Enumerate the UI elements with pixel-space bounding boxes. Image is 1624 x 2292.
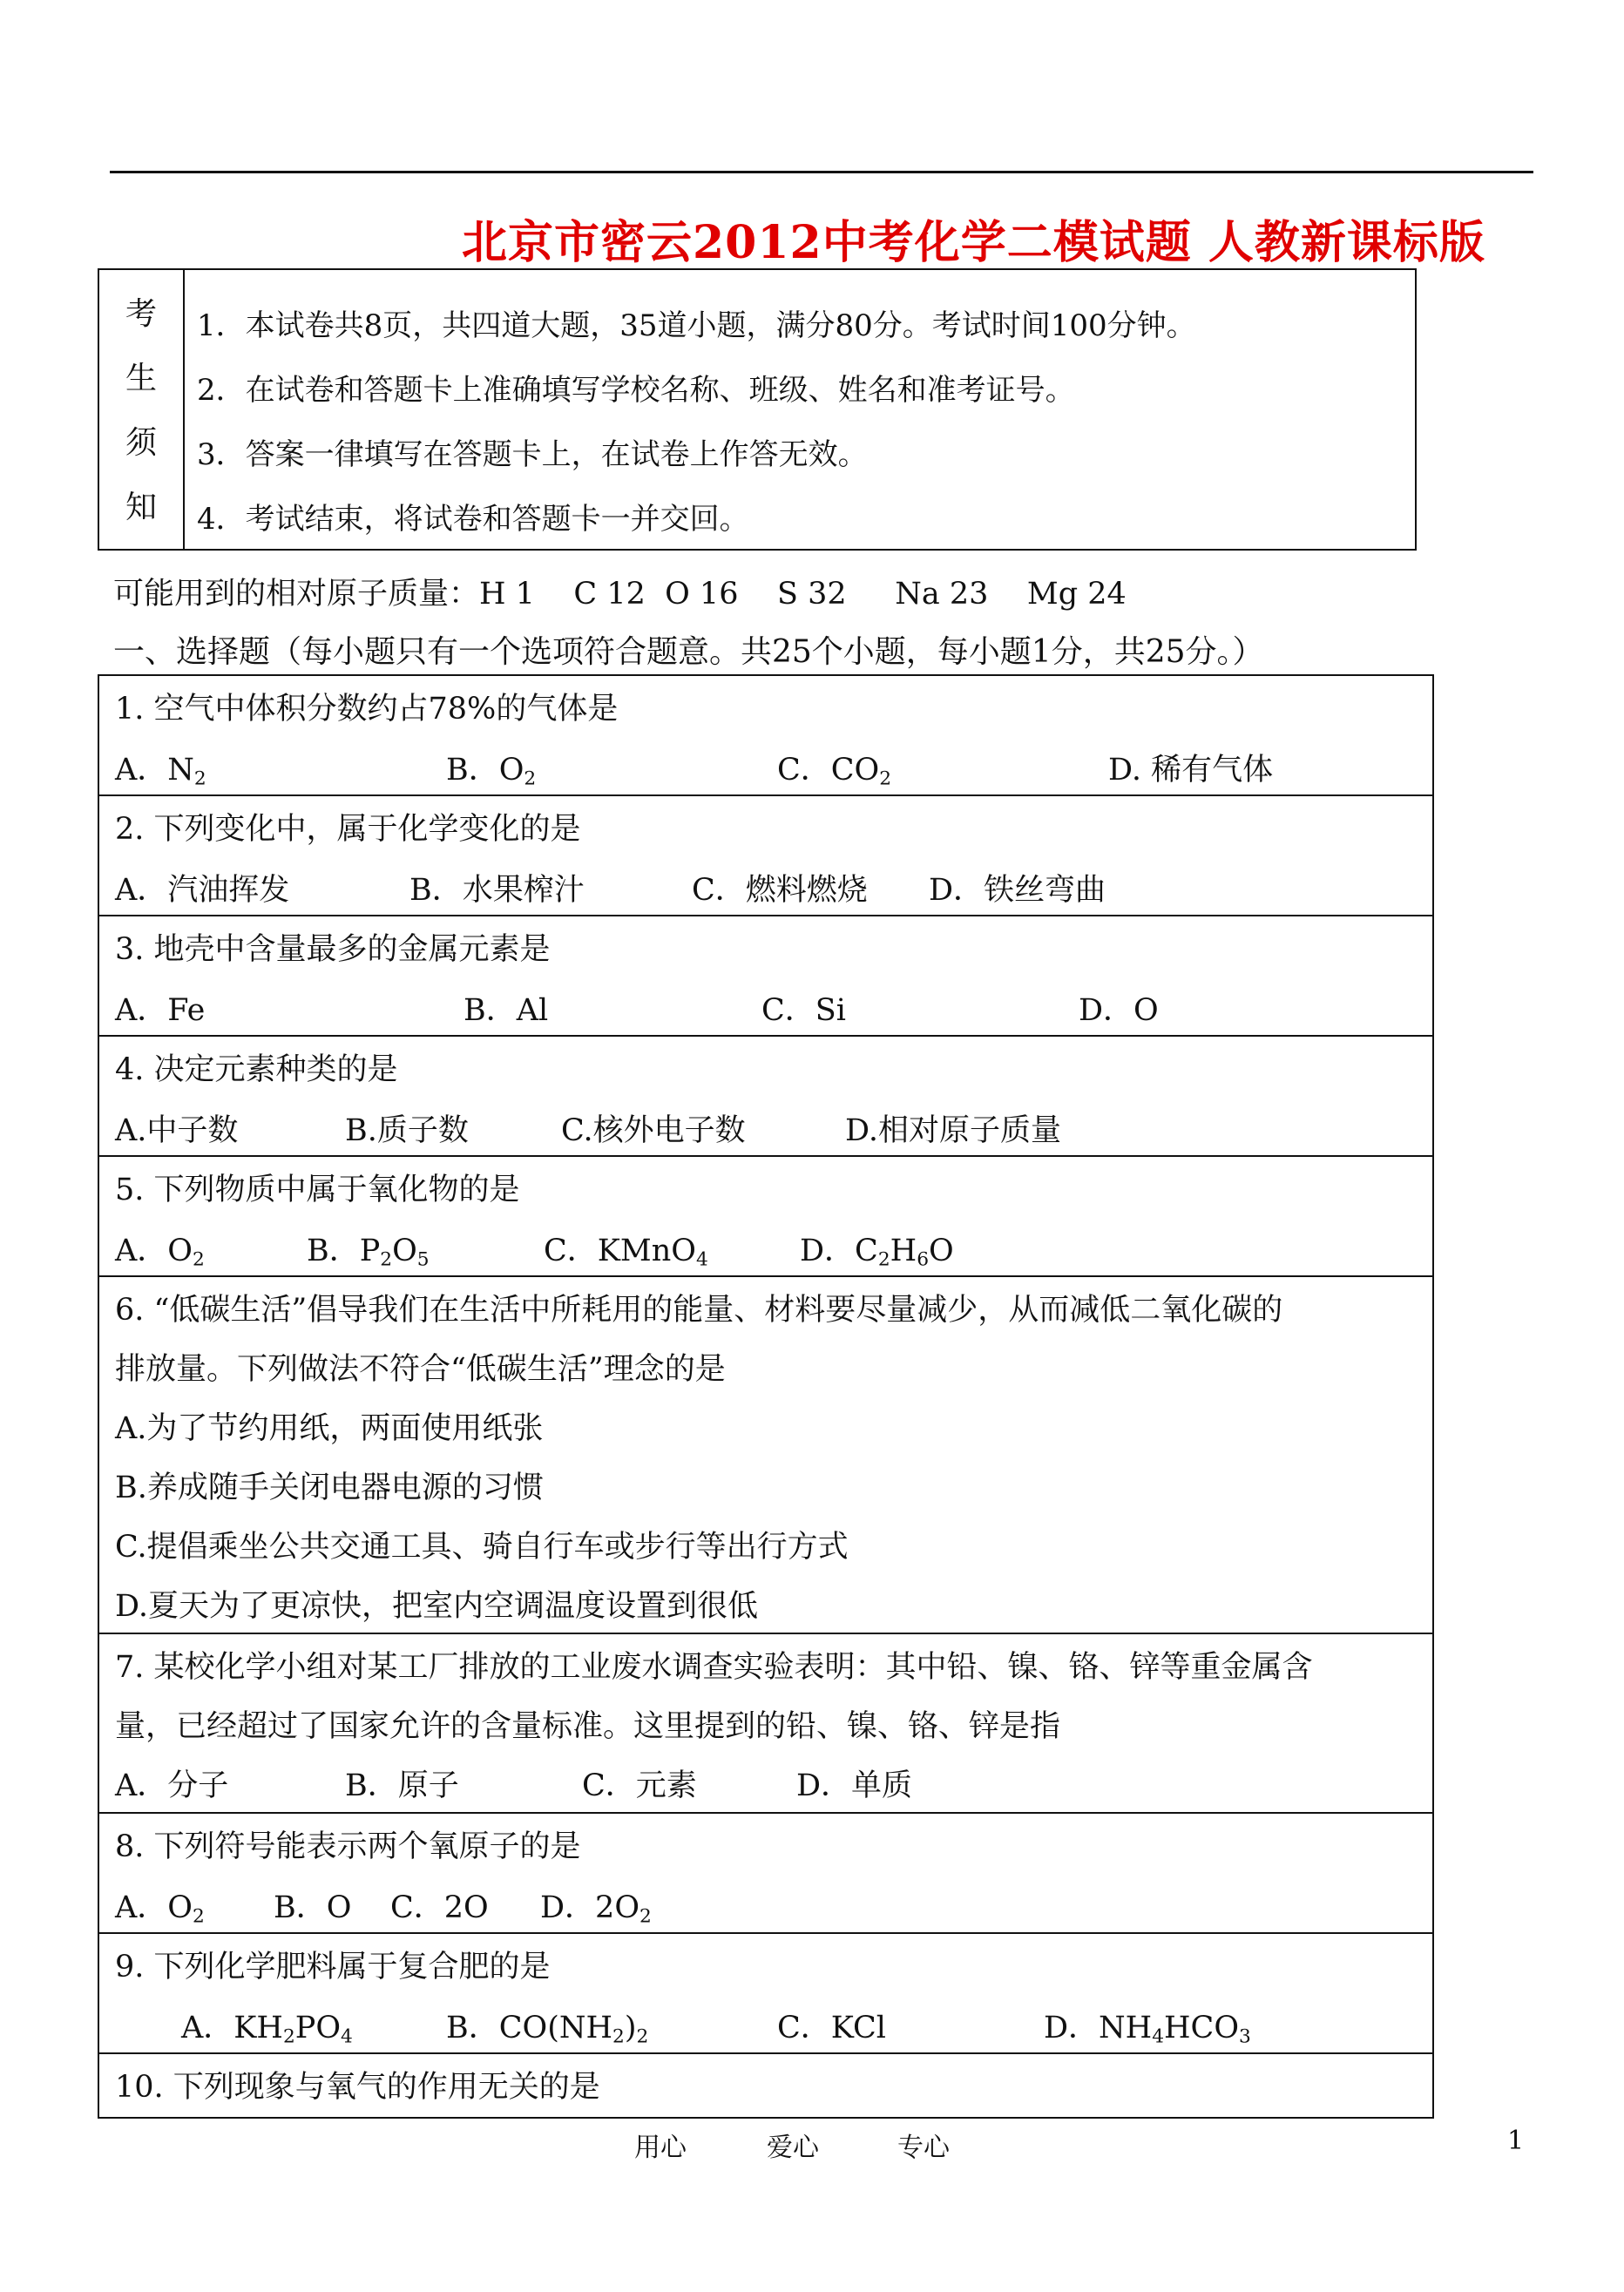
notice-item: 3．答案一律填写在答题卡上，在试卷上作答无效。 (197, 437, 868, 472)
option-c: C．$CO_2$ (777, 753, 892, 790)
row-divider (99, 1633, 1432, 1634)
question-stem: 1. 空气中体积分数约占78%的气体是 (115, 692, 619, 727)
option-d: D．$C_2H_6O$ (800, 1234, 954, 1271)
option-b: B．原子 (345, 1768, 459, 1803)
option-c: C.核外电子数 (561, 1113, 746, 1148)
row-divider (99, 1155, 1432, 1157)
option-b: B．$P_2O_5$ (307, 1234, 430, 1271)
row-divider (99, 1812, 1432, 1814)
footer-text: 用心 (634, 2133, 687, 2163)
option-d: D. 稀有气体 (1108, 753, 1274, 788)
option-c: C．2O (390, 1890, 489, 1925)
notice-label-char: 考 (125, 296, 157, 332)
section-heading: 一、选择题（每小题只有一个选项符合题意。共25个小题，每小题1分，共25分。） (113, 634, 1264, 670)
notice-label-char: 知 (125, 490, 157, 525)
question-stem: 2. 下列变化中，属于化学变化的是 (115, 812, 581, 847)
footer-text: 爱心 (767, 2133, 819, 2163)
notice-item: 4．考试结束，将试卷和答题卡一并交回。 (197, 502, 749, 537)
option-d: D．铁丝弯曲 (929, 873, 1106, 908)
row-divider (99, 1035, 1432, 1037)
question-stem: 8. 下列符号能表示两个氧原子的是 (115, 1829, 581, 1864)
option-a: A．$KH_2PO_4$ (181, 2011, 353, 2048)
option-a: A．$O_2$ (115, 1890, 205, 1928)
question-stem: 10. 下列现象与氧气的作用无关的是 (115, 2070, 600, 2105)
question-stem: 7. 某校化学小组对某工厂排放的工业废水调查实验表明：其中铅、镍、铬、锌等重金属含 (115, 1650, 1313, 1685)
option-c: C．KCl (777, 2011, 886, 2045)
notice-item: 1．本试卷共8页，共四道大题，35道小题，满分80分。考试时间100分钟。 (197, 308, 1196, 343)
option-d: D.相对原子质量 (845, 1113, 1061, 1148)
option-d: D.夏天为了更凉快，把室内空调温度设置到很低 (115, 1589, 758, 1624)
atomic-mass-line: 可能用到的相对原子质量：H 1 C 12 O 16 S 32 Na 23 Mg 24 (113, 577, 1127, 612)
option-b: B．Al (464, 993, 549, 1028)
option-a: A．$N_2$ (115, 753, 206, 790)
option-a: A．$O_2$ (115, 1234, 205, 1271)
question-stem: 4. 决定元素种类的是 (115, 1052, 398, 1087)
page-title: 北京市密云2012中考化学二模试题 人教新课标版 (462, 216, 1485, 269)
option-d: D．$2O_2$ (540, 1890, 652, 1928)
header-rule (110, 171, 1533, 173)
option-a: A.为了节约用纸，两面使用纸张 (115, 1411, 544, 1446)
option-c: C．燃料燃烧 (692, 873, 868, 908)
row-divider (99, 2052, 1432, 2054)
notice-label-char: 生 (125, 361, 157, 396)
question-table (98, 674, 1434, 2119)
page-number: 1 (1507, 2126, 1525, 2156)
footer-text: 专心 (897, 2133, 950, 2163)
option-b: B．O (274, 1890, 352, 1925)
option-a: A.中子数 (115, 1113, 239, 1148)
notice-item: 2．在试卷和答题卡上准确填写学校名称、班级、姓名和准考证号。 (197, 373, 1075, 408)
row-divider (99, 794, 1432, 796)
question-stem: 排放量。下列做法不符合“低碳生活”理念的是 (115, 1352, 726, 1387)
option-a: A．汽油挥发 (115, 873, 290, 908)
notice-box (98, 268, 1417, 551)
row-divider (99, 1275, 1432, 1277)
option-d: D．单质 (796, 1768, 913, 1803)
option-b: B.质子数 (345, 1113, 469, 1148)
option-c: C.提倡乘坐公共交通工具、骑自行车或步行等出行方式 (115, 1530, 849, 1565)
question-stem: 量，已经超过了国家允许的含量标准。这里提到的铅、镍、铬、锌是指 (115, 1709, 1061, 1744)
question-stem: 9. 下列化学肥料属于复合肥的是 (115, 1950, 551, 1984)
option-b: B．$CO(NH_2)_2$ (446, 2011, 649, 2048)
option-a: A．Fe (115, 993, 206, 1028)
option-b: B．水果榨汁 (409, 873, 585, 908)
option-b: B.养成随手关闭电器电源的习惯 (115, 1471, 544, 1505)
option-d: D．O (1079, 993, 1159, 1028)
option-a: A．分子 (115, 1768, 229, 1803)
option-c: C．KMnO$_4$ (544, 1234, 708, 1271)
option-c: C．元素 (582, 1768, 697, 1803)
option-b: B．$O_2$ (446, 753, 537, 790)
row-divider (99, 915, 1432, 916)
question-stem: 5. 下列物质中属于氧化物的是 (115, 1173, 520, 1207)
question-stem: 6. “低碳生活”倡导我们在生活中所耗用的能量、材料要尽量减少，从而减低二氧化碳的 (115, 1293, 1283, 1328)
notice-label (99, 270, 185, 549)
option-c: C．Si (761, 993, 846, 1028)
question-stem: 3. 地壳中含量最多的金属元素是 (115, 932, 551, 967)
option-d: D．$NH_4HCO_3$ (1044, 2011, 1251, 2048)
notice-label-char: 须 (125, 425, 157, 461)
row-divider (99, 1932, 1432, 1934)
